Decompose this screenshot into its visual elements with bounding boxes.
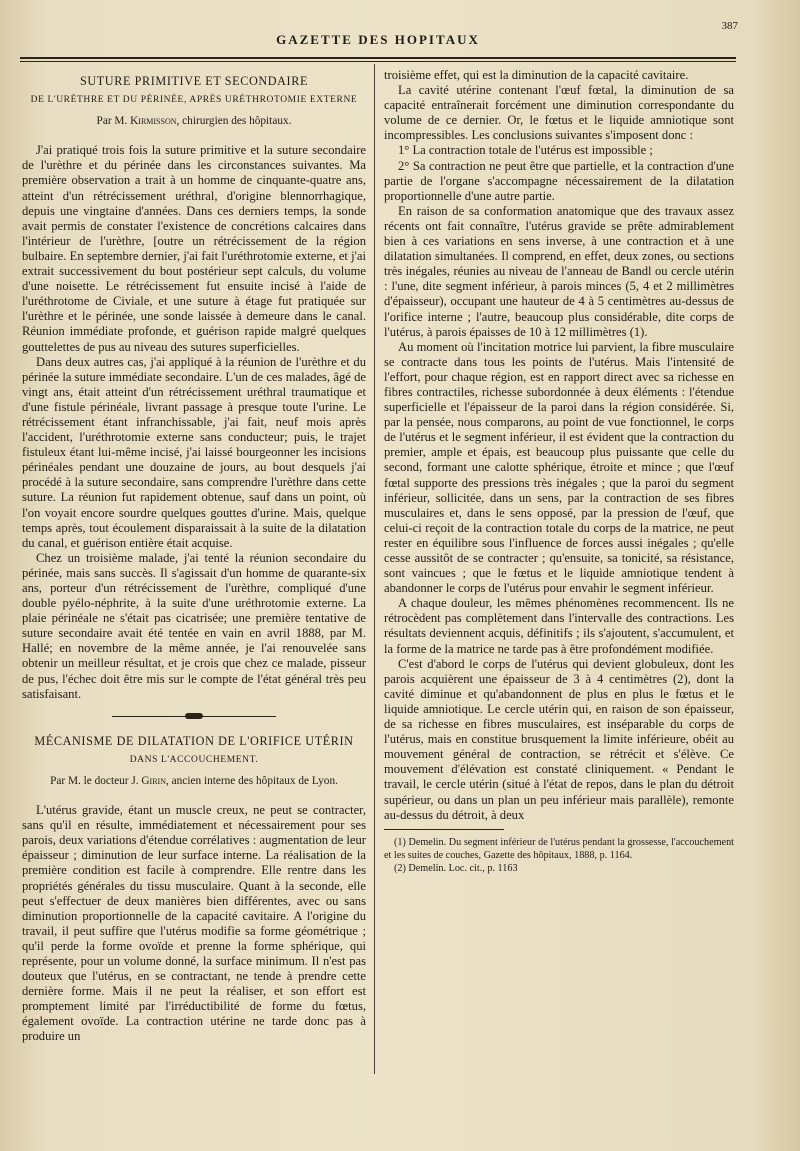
article2-paragraph: La cavité utérine contenant l'œuf fœtal, la diminution de sa capacité entraînerait forcément une diminution correspondante du volume de ce dernier. Or, le fœtus et le liquide amniotique sont incompressibles. Les conclusions suivantes s'imposent donc : — [384, 83, 734, 143]
left-column — [22, 68, 366, 1045]
footnote: (1) Demelin. Du segment inférieur de l'utérus pendant la grossesse, l'accouchement et les suites de couches, Gazette des hôpitaux, 1888, p. 1164. — [384, 836, 734, 861]
article1-paragraph: J'ai pratiqué trois fois la suture primitive et la suture secondaire de l'urèthre et du périnée dans les circonstances suivantes. Ma première observation a trait à un homme de cinquante-quatre ans, atteint d'un rétrécissement uréthral, d'origine blennorrhagique, depuis une vingtaine d'années. Dans ces derniers temps, la sonde avait permis de constater l'existence de concrétions calcaires dans l'intérieur de l'urèthre, [outre un rétrécissement de la région bulbaire. En septembre dernier, j'ai fait l'uréthrotomie externe, et j'ai extrait successivement du bout postérieur sept calculs, du volume d'une noisette. Le rétrécissement fut ensuite incisé à l'aide de l'uréthrotome de Civiale, et une suture à étage fut pratiquée sur l'urèthre et le périnée, une sonde laissée à demeure dans le canal. Réunion immédiate profonde, et guérison rapide malgré quelques gouttelettes de pus au niveau des sutures superficielles. — [22, 143, 366, 354]
article2-paragraph: 1° La contraction totale de l'utérus est impossible ; — [398, 143, 653, 158]
article2-paragraph: A chaque douleur, les mêmes phénomènes recommencent. Ils ne rétrocèdent pas complètement dans l'intervalle des contractions. Les résultats deviennent acquis, définitifs ; ils s'ajoutent, s'accumulent, et la forme de la matrice ne tarde pas à être profondément modifiée. — [384, 596, 734, 656]
journal-title: GAZETTE DES HOPITAUX — [276, 32, 480, 47]
article2-paragraph: troisième effet, qui est la diminution de la capacité cavitaire. — [384, 68, 689, 82]
header-rule-thin — [20, 61, 736, 62]
article2-paragraph: L'utérus gravide, étant un muscle creux, ne peut se contracter, sans qu'il en résulte, immédiatement et nécessairement pour ses parois, deux variations d'étendue corrélatives : augmentation de leur épaisseur ; diminution de leur surface interne. La réalisation de la première condition est facile à comprendre. Elle rentre dans les propriétés générales du tissu musculaire. Quant à la seconde, elle peut s'effectuer de deux manières bien différentes, avec ou sans diminution proportionnelle de la capacité cavitaire. A l'origine du travail, il peut suffire que l'utérus modifie sa forme géométrique ; qu'il perde la forme ovoïde et prenne la forme sphérique, qui représente, pour un volume donné, la surface minimum. Il n'est pas douteux que l'utérus, en se contractant, ne tende à prendre cette dernière forme. Mais il ne peut la réaliser, et son effort est promptement limité par l'irréductibilité de forme du fœtus, également ovoïde. La contraction utérine ne tarde donc pas à produire un — [22, 803, 366, 1044]
header-rule — [20, 57, 736, 59]
article1-author — [22, 114, 366, 129]
article1-paragraph: Chez un troisième malade, j'ai tenté la réunion secondaire du périnée, mais sans succès. Il s'agissait d'un homme de quarante-six ans, porteur d'un rétrécissement de l'urèthre, compliqué d'une double pyélo-néphrite, à la suite d'une uréthrotomie externe. La plaie périnéale ne s'était pas cicatrisée; une première tentative de suture secondaire avait été tentée en vain en avril 1888, par M. Hallé; en novembre de la même année, je l'ai renouvelée sans obtenir un meilleur résultat, et je crois que chez ce malade, pisseur de pus, l'échec doit être mis sur le compte de l'état général très peu satisfaisant. — [22, 550, 366, 701]
article1-subtitle: DE L'URÈTHRE ET DU PÉRINÉE, APRÈS URÉTHROTOMIE EXTERNE — [30, 95, 358, 106]
article1-author-prefix: Par M. — [96, 115, 128, 128]
article1-author-name: Kirmisson — [130, 115, 177, 128]
article2-paragraph: C'est d'abord le corps de l'utérus qui devient globuleux, dont les parois acquièrent une épaisseur de 3 à 4 centimètres (2), dont la cavité diminue et qu'abandonnent de plus en plus le fœtus et le liquide amniotique. Le cercle utérin qui, en raison de son épaisseur, de sa richesse en fibres musculaires, est inséparable du corps de l'utérus, mais en constitue brusquement la limite inférieure, obéit au mouvement général de contraction, se rétrécit et s'élève. Ce mouvement d'élévation est constaté cliniquement. « Pendant le travail, le cercle utérin (situé à l'état de repos, dans le plan du détroit supérieur, ou dans un plan un peu inférieur mais parallèle), remonte au-dessus du détroit, à deux — [384, 656, 734, 822]
page-number: 387 — [721, 20, 738, 32]
article2-author — [22, 774, 366, 789]
article2-paragraph: Au moment où l'incitation motrice lui parvient, la fibre musculaire se contracte dans tous les points de l'utérus. Mais l'intensité de l'effort, pour chaque région, est en rapport direct avec sa richesse en fibres contractiles, richesse subordonnée à deux éléments : l'étendue superficielle et l'épaisseur de la paroi dans la région considérée. Si, par la pensée, nous comparons, au point de vue fonctionnel, le corps de l'utérus et le segment inférieur, il est évident que la contraction du premier, ample et épais, est beaucoup plus puissante que celle du second, formant une calotte sphérique, étroite et mince ; que l'œuf fœtal supporte des pressions très inégales ; que la paroi du segment inférieur, sollicitée, dans un sens, par la contraction de ses fibres musculaires et, dans le sens opposé, par la pression de l'œuf, que celui-ci reçoit de la contraction totale du corps de la matrice, ne peut rester en équilibre sous l'influence de forces aussi inégales ; qu'elle cesse aussitôt de se contracter ; qu'ensuite, sa tonicité, sa résistance, sont vaincues ; que le fœtus et le liquide amniotique tendent à abandonner le corps de l'utérus pour envahir le segment inférieur. — [384, 339, 734, 596]
article2-author-prefix: Par M. le docteur J. — [50, 774, 139, 787]
column-divider — [374, 64, 375, 1074]
footnote: (2) Demelin. Loc. cit., p. 1163 — [394, 862, 518, 874]
article2-paragraph: 2° Sa contraction ne peut être que partielle, et la contraction d'une partie de l'organe s'accompagne nécessairement de la dilatation proportionnelle d'une autre partie. — [384, 158, 734, 203]
right-column — [384, 68, 734, 875]
section-ornament — [22, 712, 366, 722]
article2-title: MÉCANISME DE DILATATION DE L'ORIFICE UTÉRIN — [34, 733, 354, 748]
footnote-rule — [384, 829, 504, 830]
article1-paragraph: Dans deux autres cas, j'ai appliqué à la réunion de l'urèthre et du périnée la suture immédiate secondaire. L'un de ces malades, âgé de vingt ans, était atteint d'un rétrécissement uréthral traumatique et d'une fistule périnéale, livrant passage à presque toute l'urine. Le rétrécissement étant infranchissable, j'ai fait, neuf mois après l'accident, l'uréthrotomie externe sans conducteur; puis, le trajet fistuleux étant lui-même incisé, j'ai laissé bourgeonner les incisions périnéales pendant une douzaine de jours, au bout desquels j'ai procédé à la suture secondaire, sans comprendre l'urèthre dans cette suture. La réunion fut rapidement obtenue, sauf dans un point, où l'on voyait encore sourdre quelques gouttes d'urine. Mais, quelque temps après, tout écoulement disparaissait à la suite de la dilatation du canal, et guérison entière était acquise. — [22, 354, 366, 550]
article1-title: SUTURE PRIMITIVE ET SECONDAIRE — [79, 74, 308, 88]
article2-paragraph: En raison de sa conformation anatomique que des travaux assez récents ont fait connaître, l'utérus gravide se prête admirablement bien à ces variations en sens inverse, à une contraction et à une dilatation simultanées. Il comprend, en effet, deux zones, ou sections très inégales, réunies au niveau de l'anneau de Bandl ou cercle utérin : l'une, dite segment inférieur, à parois minces (5, 4 et 2 millimètres d'épaisseur), occupant une hauteur de 4 à 5 centimètres au-dessus de l'orifice interne ; l'autre, beaucoup plus considérable, dite corps de l'utérus, à parois épaisses de 10 à 12 millimètres (1). — [384, 203, 734, 339]
article1-author-suffix: , chirurgien des hôpitaux. — [176, 115, 292, 128]
article2-author-name: Girin — [141, 774, 166, 787]
page-header — [24, 14, 738, 54]
footnotes — [384, 836, 734, 875]
article2-subtitle: DANS L'ACCOUCHEMENT. — [129, 754, 259, 765]
article2-author-suffix: , ancien interne des hôpitaux de Lyon. — [166, 774, 338, 787]
